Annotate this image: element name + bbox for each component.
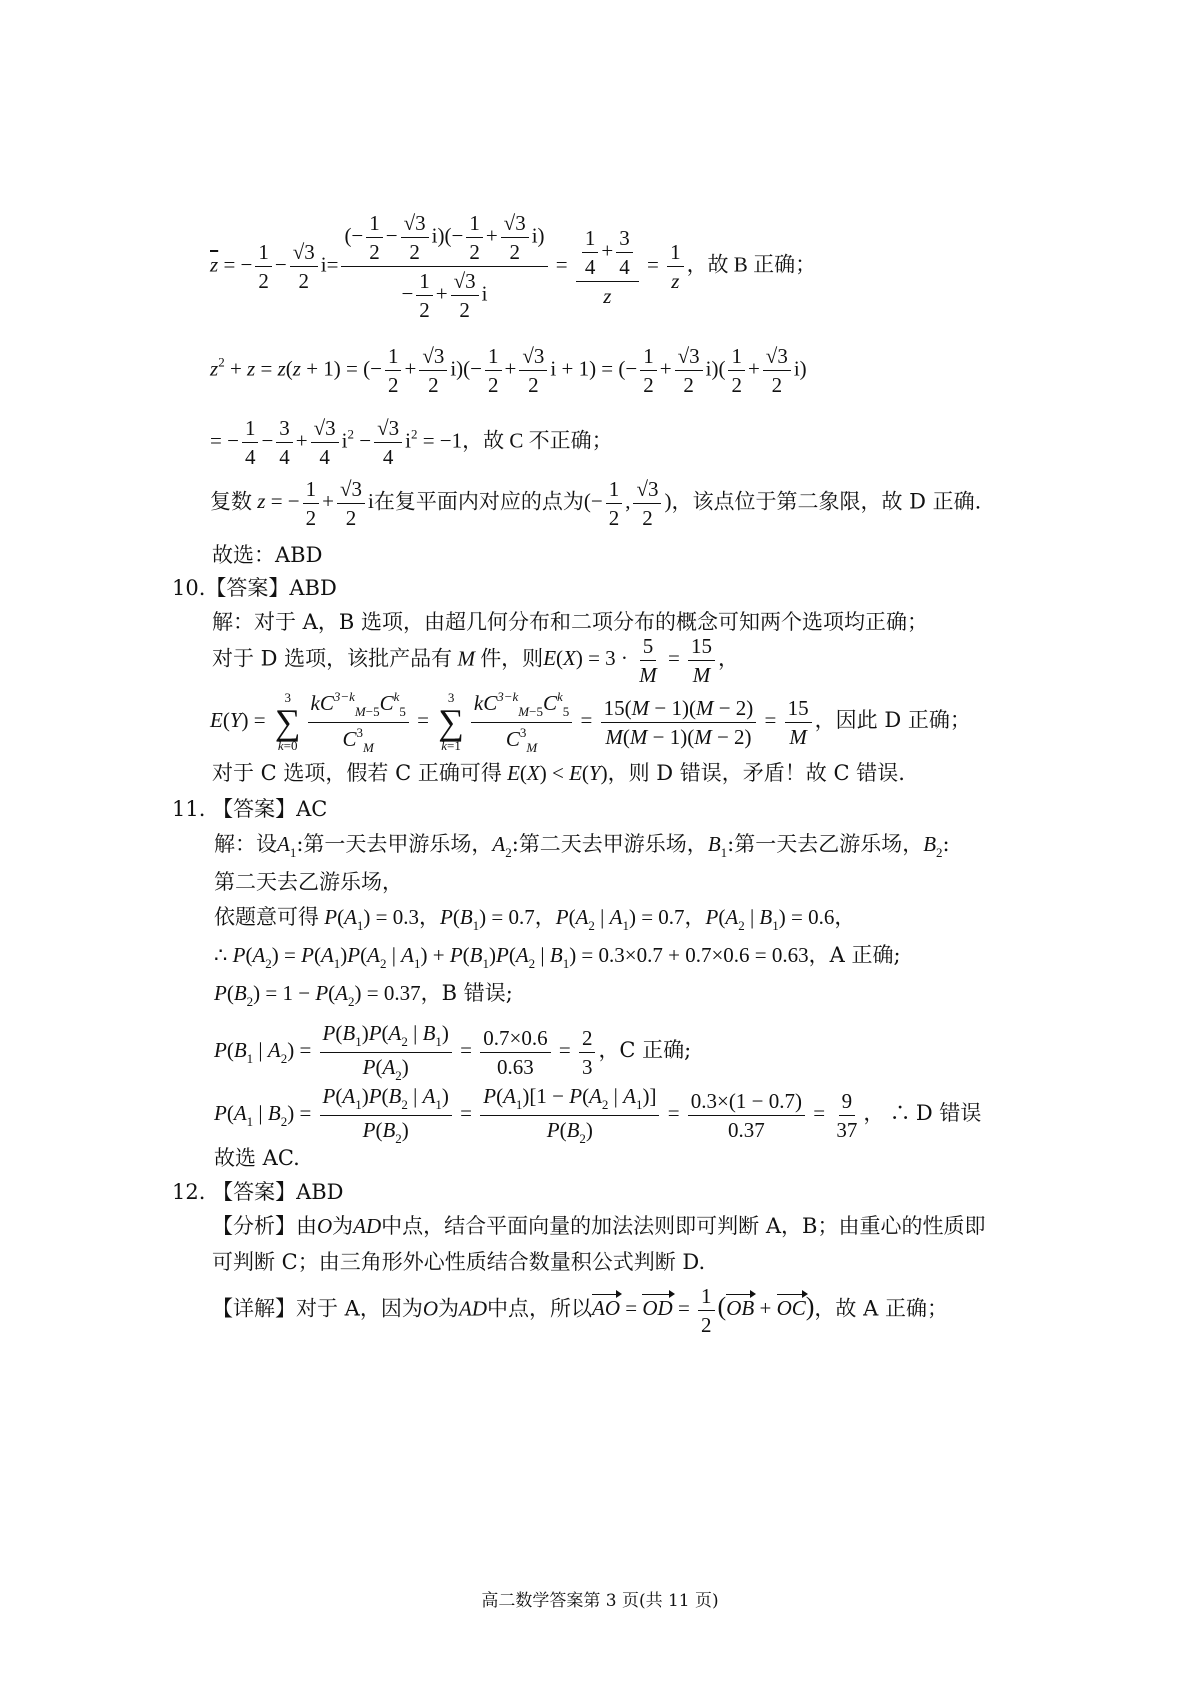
formula-pa2: ∴ $P(A_2) = P(A_1)P(A_2$ | $A_1) + P(B_1)P(A_2$ | $B_1) = 0.3\times 0.7 + 0.7\times 0.6 = 0.63$，A 正确; — [214, 943, 901, 971]
page-footer: 高二数学答案第 3 页(共 11 页) — [481, 1591, 719, 1611]
q12-analysis-2: 可判断 C；由三角形外心性质结合数量积公式判断 D. — [212, 1250, 706, 1274]
formula-expansion: = − $\frac{1}{4}$ − $\frac{3}{4}$ + $\frac{√3}{4}$ $i^2$ − $\frac{√3}{4}$ $i^2 = -1$，故 C 不正确； — [210, 416, 613, 470]
q10-line4: 对于 C 选项，假若 C 正确可得 E(X) < E(Y)，则 D 错误，矛盾！故 C 错误. — [212, 761, 905, 785]
q10-header: 10.【答案】ABD — [172, 576, 337, 600]
q9-c-conclusion: ，故 C 不正确； — [462, 428, 613, 453]
q9-choice: 故选：ABD — [212, 543, 323, 567]
formula-pb2: $P(B_2) = 1 - P(A_2) = 0.37$，B 错误; — [214, 981, 513, 1009]
q11-choice: 故选 AC. — [214, 1146, 300, 1170]
formula-conjugate: $\overline{z}$ = − $\frac{1}{2}$ − $\frac{√3}{2}$ i= (− $\frac{1}{2}$ − $\frac{√3}{2}$ i)(− $\frac{1}{2}$ + $\frac{√3}{2}$ i) − $\frac{1}{2}$ + $\frac{√3}{2}$ i = $\frac{1}{4}$ + $\frac{3}{4}$ z = $\frac{1}{z}$ ，故 B 正确； — [210, 211, 817, 323]
q10-line2: 对于 D 选项，该批产品有 M 件，则E(X) = 3 · $\frac{5}{M}$ = $\frac{15}{M}$ ， — [212, 634, 740, 688]
q11-definitions: 解：设$A_1$:第一天去甲游乐场，$A_2$:第二天去甲游乐场，$B_1$:第一天去乙游乐场，$B_2$: — [214, 832, 950, 860]
formula-expectation-y: E(Y) = 3 ∑ k=0 $\frac{kC^{3-k}_{M-5}C^k_5}{C^3_M}$ = 3 ∑ k=1 $\frac{kC^{3-k}_{M-5}C^k_5}{C^3_M}$ = $\frac{15(M - 1)(M - 2)}{M(M - 1)(M - 2)}$ = $\frac{15}{M}$ ，因此 D 正确； — [210, 689, 971, 755]
q11-header: 11. 【答案】AC — [172, 797, 328, 821]
q12-analysis-1: 【分析】由O为AD中点，结合平面向量的加法法则即可判断 A，B；由重心的性质即 — [212, 1214, 986, 1238]
q11-given: 依题意可得 $P(A_1) = 0.3$，$P(B_1) = 0.7$，$P(A_2$ | $A_1) = 0.7$，$P(A_2$ | $B_1) = 0.6$， — [214, 905, 856, 933]
q9-b-conclusion: ，故 B 正确； — [686, 252, 817, 277]
formula-pa1-given-b2: $P(A_1$ | $B_2$) = $\frac{P(A_1)P(B_2 | A_1)}{P(B_2)}$ = $\frac{P(A_1)[1 - P(A_2 | A_1)]}{P(B_2)}$ = $\frac{0.3\times(1 - 0.7)}{0.37}$ = $\frac{9}{37}$ ， ∴ D 错误 — [214, 1084, 982, 1146]
q11-def-cont: 第二天去乙游乐场， — [214, 870, 403, 894]
formula-pb1-given-a2: $P(B_1$ | $A_2$) = $\frac{P(B_1)P(A_2 | B_1)}{P(A_2)}$ = $\frac{0.7\times 0.6}{0.63}$ = $\frac{2}{3}$ ，C 正确; — [214, 1021, 692, 1083]
formula-z-squared: $z^2 + z = z(z + 1)$ = (− $\frac{1}{2}$ + $\frac{√3}{2}$ i)(− $\frac{1}{2}$ + $\frac{√3}{2}$ i + 1) = (− $\frac{1}{2}$ + $\frac{√3}{2}$ i)( $\frac{1}{2}$ + $\frac{√3}{2}$ i) — [210, 344, 807, 398]
q9-d-line: 复数 z = − $\frac{1}{2}$ + $\frac{√3}{2}$ i在复平面内对应的点为(− $\frac{1}{2}$ , $\frac{√3}{2}$ )，该点位于第二象限，故 D 正确. — [210, 477, 982, 531]
q12-header: 12. 【答案】ABD — [172, 1180, 344, 1204]
q10-line1: 解：对于 A，B 选项，由超几何分布和二项分布的概念可知两个选项均正确； — [212, 610, 928, 634]
q12-detail: 【详解】对于 A，因为O为AD中点，所以AO = OD = $\frac{1}{2}$ (OB + OC)，故 A 正确； — [212, 1284, 948, 1338]
